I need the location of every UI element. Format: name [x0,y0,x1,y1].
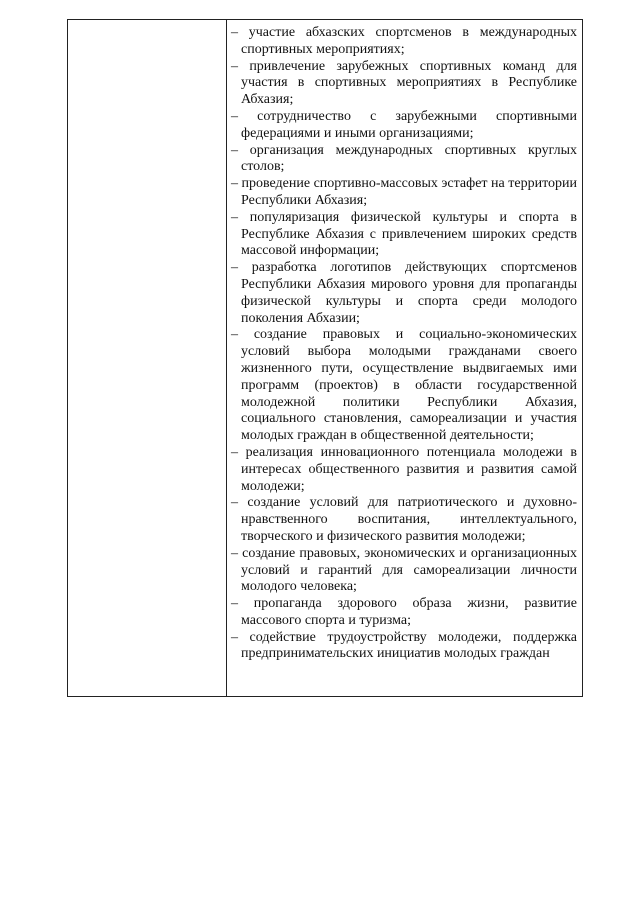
list-item: – сотрудничество с зарубежными спортивными федерациями и иными организациями; [231,108,577,141]
document-table [67,19,583,697]
list-item: – разработка логотипов действующих спортсменов Республики Абхазия мирового уровня для пропаганды физической культуры и спорта среди молодого поколения Абхазии; [231,260,577,326]
list-item: – пропаганда здорового образа жизни, развитие массового спорта и туризма; [231,596,577,628]
list-item: – содействие трудоустройству молодежи, поддержка предпринимательских инициатив молодых граждан [231,629,577,662]
list-item: – создание правовых, экономических и организационных условий и гарантий для самореализации личности молодого человека; [231,545,577,595]
list-item: – привлечение зарубежных спортивных команд для участия в спортивных мероприятиях в Республике Абхазия; [231,58,577,108]
list-item: – реализация инновационного потенциала молодежи в интересах общественного развития и развития самой молодежи; [231,444,577,494]
list-item: – участие абхазских спортсменов в международных спортивных мероприятиях; [231,25,577,57]
table-cell-left-empty [68,20,227,696]
list-item: – организация международных спортивных круглых столов; [231,142,577,175]
list-item: – популяризация физической культуры и спорта в Республике Абхазия с привлечением широких средств массовой информации; [231,209,577,259]
list-item: – создание условий для патриотического и духовно-нравственного воспитания, интеллектуального, творческого и физического развития молодежи; [231,495,577,544]
list-item: – проведение спортивно-массовых эстафет на территории Республики Абхазия; [231,176,577,208]
table-cell-right [227,20,582,696]
list-item: – создание правовых и социально-экономических условий выбора молодыми гражданами своего жизненного пути, осуществление выдвигаемых ими программ (проектов) в области государственной молодежной политики Республики Абхазия, социального становления, самореализации и участия молодых граждан в общественной деятельности; [231,327,577,444]
